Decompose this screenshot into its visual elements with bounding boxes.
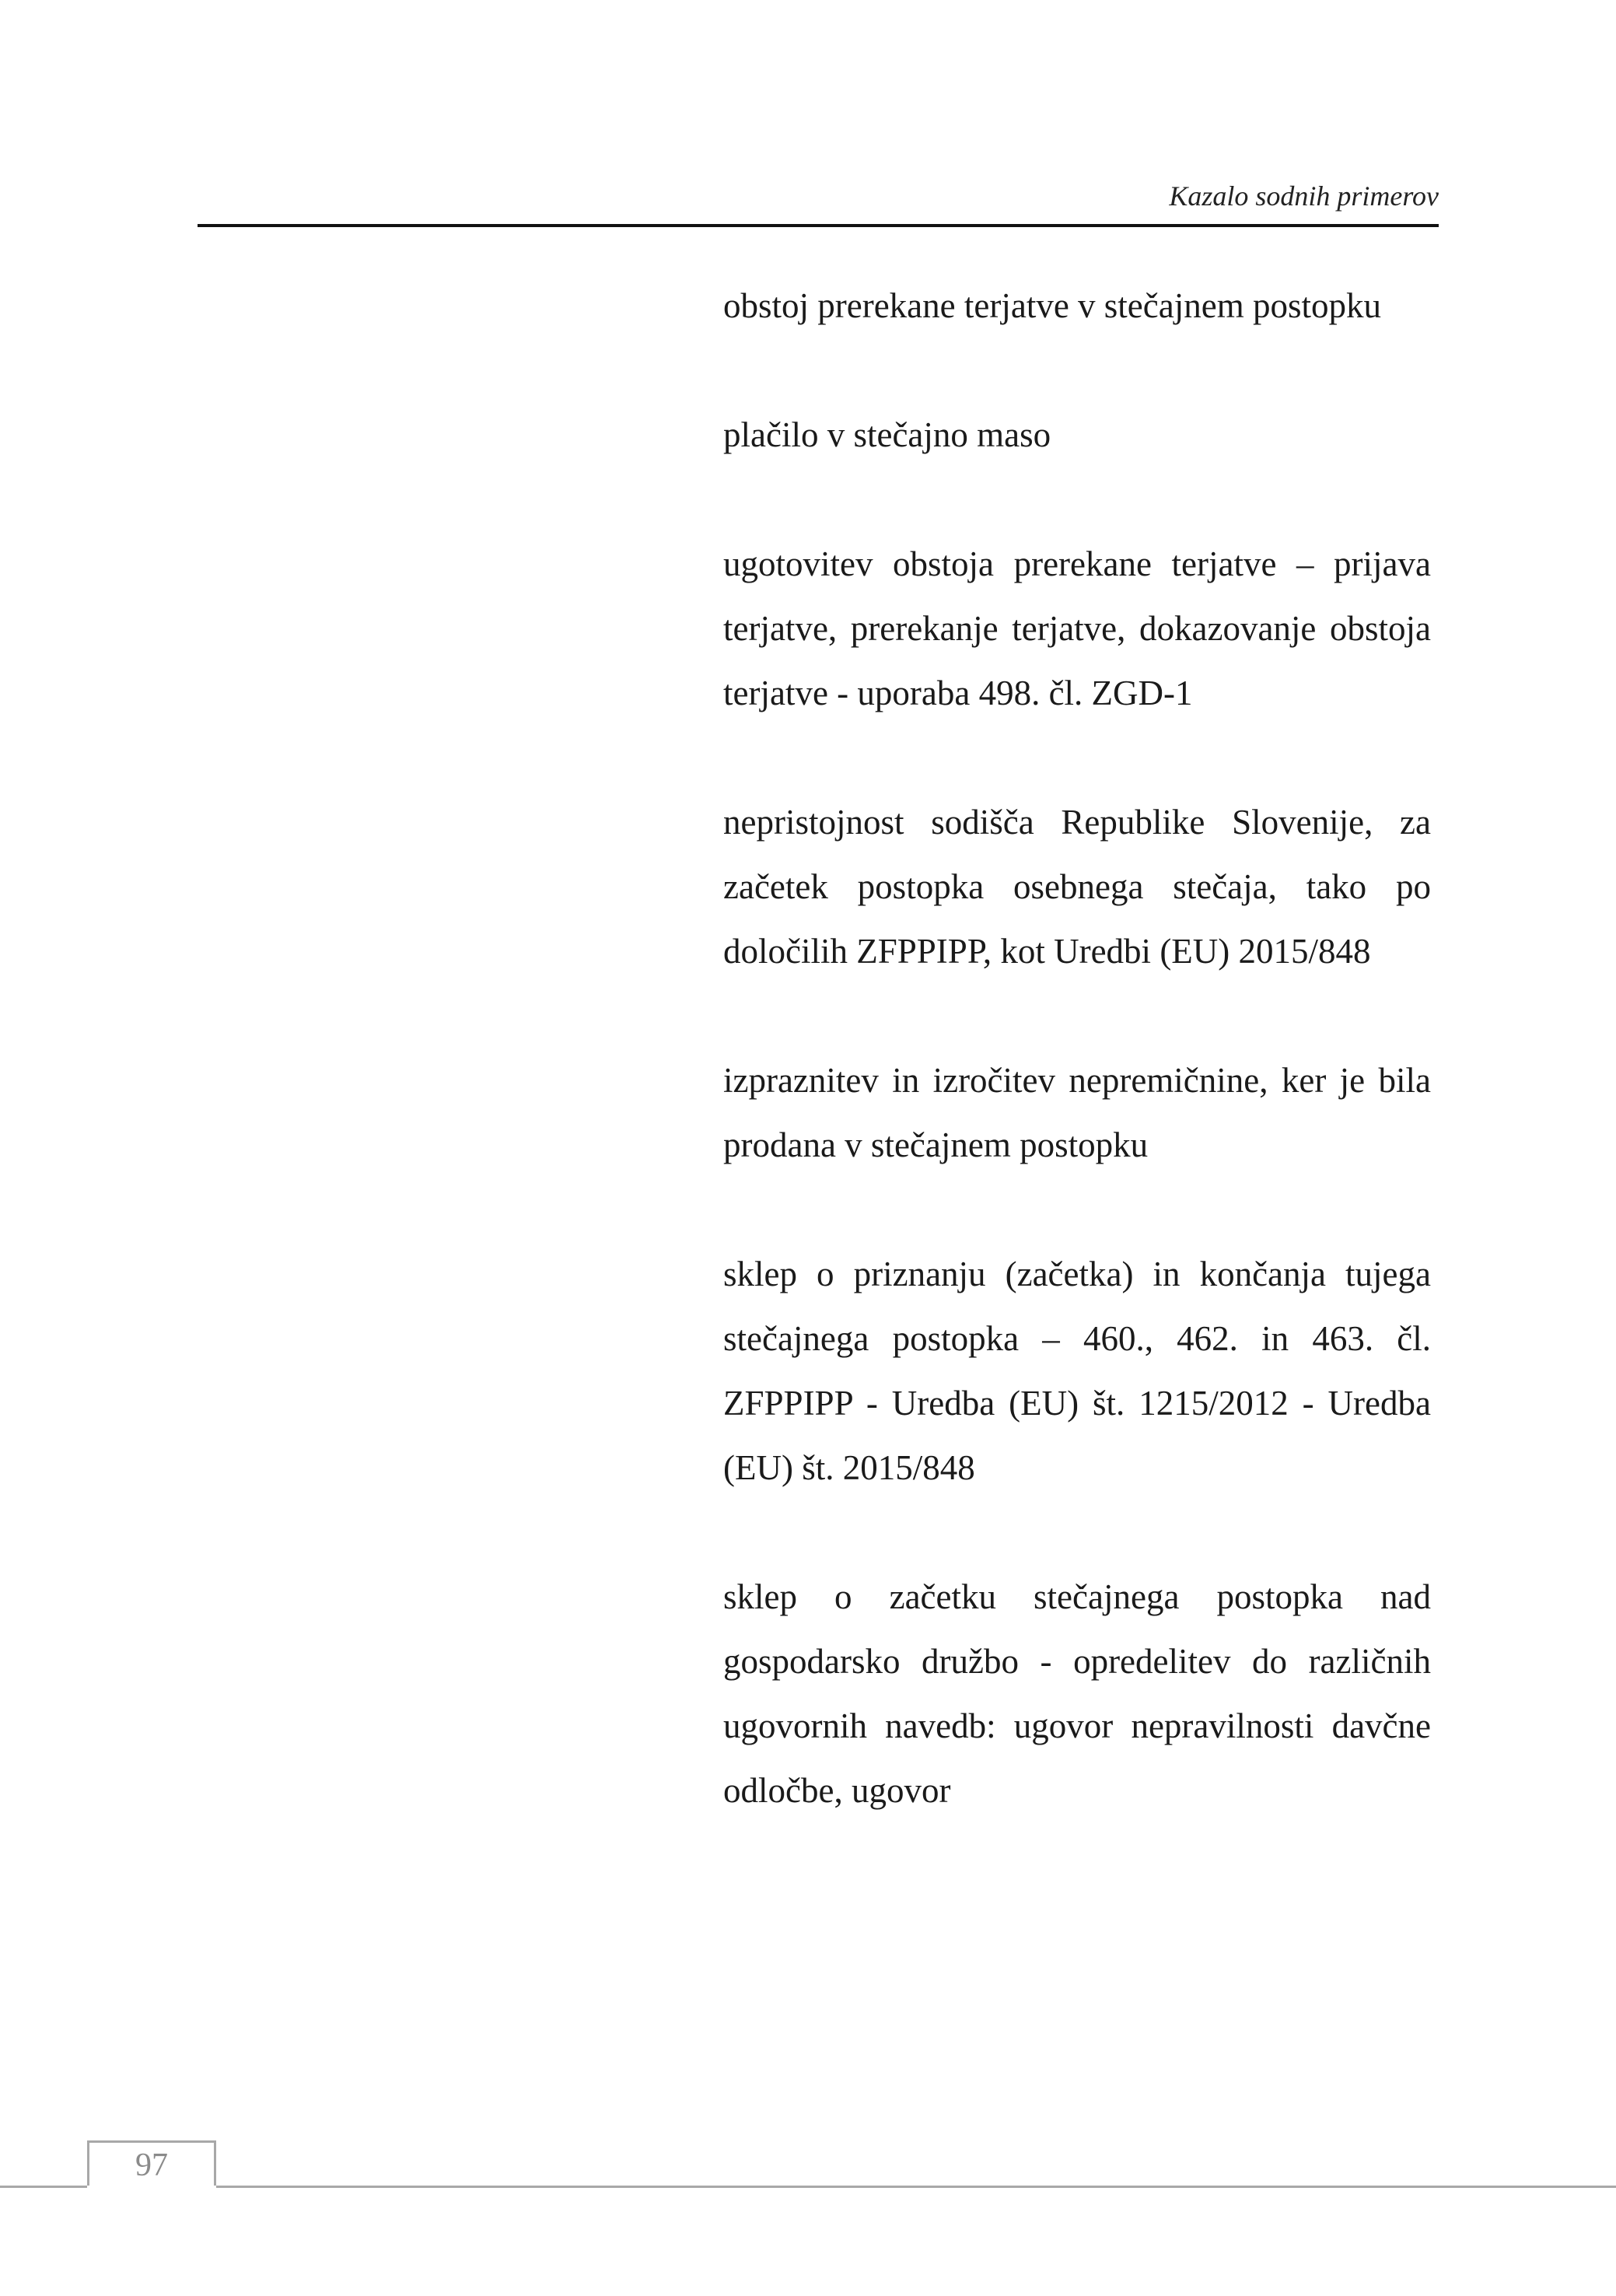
footer-rule-right [216, 2186, 1616, 2188]
index-entry: izpraznitev in izročitev nepremičnine, ker je bila prodana v stečajnem postopku [723, 1061, 1431, 1164]
index-entry: plačilo v stečajno maso [723, 415, 1051, 454]
index-entry: nepristojnost sodišča Republike Slovenije, za začetek postopka osebnega stečaja, tako po določilih ZFPPIPP, kot Uredbi (EU) 2015/848 [723, 803, 1431, 971]
header-rule [198, 224, 1439, 227]
index-entry: sklep o začetku stečajnega postopka nad gospodarsko družbo - opredelitev do različnih ugovornih navedb: ugovor nepravilnosti davčne odločbe, ugovor [723, 1577, 1431, 1810]
running-header-title: Kazalo sodnih primerov [1169, 180, 1439, 212]
footer-rule-left [0, 2186, 87, 2188]
index-entry: obstoj prerekane terjatve v stečajnem postopku [723, 286, 1381, 325]
case-index-entries [723, 274, 1431, 1888]
index-entry: sklep o priznanju (začetka) in končanja tujega stečajnega postopka – 460., 462. in 463. čl. ZFPPIPP - Uredba (EU) št. 1215/2012 - Uredba (EU) št. 2015/848 [723, 1255, 1431, 1487]
page-number: 97 [87, 2140, 216, 2186]
index-entry: ugotovitev obstoja prerekane terjatve – prijava terjatve, prerekanje terjatve, dokazovanje obstoja terjatve - uporaba 498. čl. ZGD-1 [723, 544, 1431, 712]
